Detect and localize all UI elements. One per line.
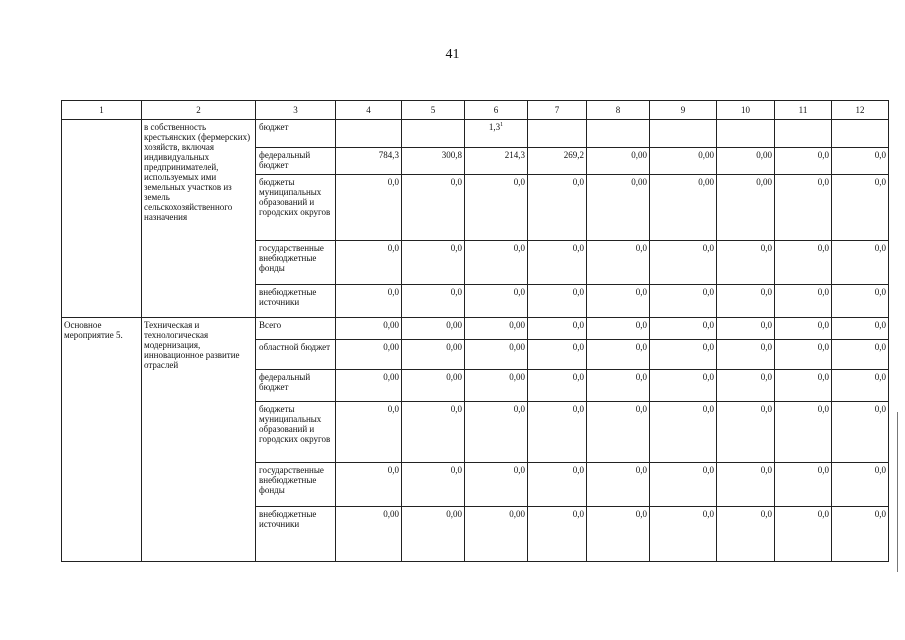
value-cell: 0,0 — [717, 370, 775, 402]
funding-source-cell: областной бюджет — [256, 340, 336, 370]
value-cell: 0,0 — [650, 241, 717, 285]
value-cell: 0,00 — [402, 318, 465, 340]
value-cell: 0,0 — [832, 340, 889, 370]
value-cell: 0,0 — [587, 463, 650, 507]
value-cell: 0,0 — [717, 285, 775, 318]
value-cell: 0,0 — [587, 285, 650, 318]
funding-table — [61, 100, 889, 562]
value-cell: 0,0 — [832, 402, 889, 463]
value-cell: 0,0 — [465, 463, 528, 507]
value-cell: 0,0 — [650, 463, 717, 507]
funding-source-cell: государственные внебюджетные фонды — [256, 241, 336, 285]
value-cell: 0,0 — [528, 175, 587, 241]
value-cell: 0,0 — [402, 241, 465, 285]
value-cell: 0,0 — [465, 175, 528, 241]
value-cell: 0,00 — [587, 148, 650, 175]
value-cell: 0,0 — [650, 507, 717, 562]
measure-cell: Основное мероприятие 5. — [62, 318, 142, 562]
scan-edge-mark — [897, 412, 898, 572]
value-cell: 0,0 — [528, 285, 587, 318]
value-cell: 0,0 — [650, 318, 717, 340]
value-cell: 0,0 — [775, 370, 832, 402]
value-cell: 0,0 — [528, 318, 587, 340]
funding-source-cell: бюджеты муниципальных образований и городских округов — [256, 175, 336, 241]
value-cell: 0,0 — [402, 285, 465, 318]
value-cell: 0,00 — [336, 318, 402, 340]
value-cell: 0,00 — [465, 370, 528, 402]
funding-source-cell: Всего — [256, 318, 336, 340]
value-cell: 0,0 — [336, 285, 402, 318]
value-cell: 0,0 — [336, 402, 402, 463]
funding-source-cell: бюджет — [256, 120, 336, 148]
value-cell: 0,0 — [528, 370, 587, 402]
value-cell: 0,0 — [650, 402, 717, 463]
header-col-7: 7 — [528, 101, 587, 120]
header-col-11: 11 — [775, 101, 832, 120]
value-cell: 0,0 — [402, 463, 465, 507]
value-cell: 0,00 — [402, 340, 465, 370]
value-cell: 0,0 — [465, 285, 528, 318]
value-cell: 0,0 — [775, 340, 832, 370]
funding-source-cell: федеральный бюджет — [256, 370, 336, 402]
description-cell: в собственность крестьянских (фермерских) хозяйств, включая индивидуальных предпринимателей, используемых ими земельных участков из земель сельскохозяйственного назначения — [142, 120, 256, 318]
funding-source-cell: федеральный бюджет — [256, 148, 336, 175]
value-cell: 0,00 — [465, 318, 528, 340]
table-row — [62, 120, 889, 148]
value-cell: 0,0 — [832, 318, 889, 340]
value-cell: 784,3 — [336, 148, 402, 175]
header-col-8: 8 — [587, 101, 650, 120]
value-cell: 0,0 — [650, 370, 717, 402]
value-cell: 0,0 — [775, 463, 832, 507]
funding-source-cell: бюджеты муниципальных образований и городских округов — [256, 402, 336, 463]
table-row — [62, 318, 889, 340]
value-cell — [650, 120, 717, 148]
value-cell: 0,0 — [775, 175, 832, 241]
value-cell: 0,0 — [336, 241, 402, 285]
value-cell: 0,0 — [402, 402, 465, 463]
value-cell: 0,0 — [650, 340, 717, 370]
value-cell: 0,0 — [832, 463, 889, 507]
funding-source-cell: государственные внебюджетные фонды — [256, 463, 336, 507]
value-cell: 0,0 — [717, 318, 775, 340]
value-cell: 0,0 — [832, 175, 889, 241]
value-cell: 0,0 — [775, 402, 832, 463]
value-cell: 0,0 — [717, 463, 775, 507]
value-cell: 0,0 — [717, 340, 775, 370]
value-cell: 0,00 — [402, 507, 465, 562]
value-cell — [528, 120, 587, 148]
value-cell: 0,0 — [587, 340, 650, 370]
value-cell: 0,00 — [336, 340, 402, 370]
value-cell — [587, 120, 650, 148]
value-cell — [832, 120, 889, 148]
value-cell: 0,0 — [465, 402, 528, 463]
value-cell: 0,0 — [528, 340, 587, 370]
header-col-6: 6 — [465, 101, 528, 120]
header-col-12: 12 — [832, 101, 889, 120]
value-cell: 0,0 — [528, 241, 587, 285]
header-col-4: 4 — [336, 101, 402, 120]
value-cell: 0,00 — [402, 370, 465, 402]
value-cell: 0,00 — [717, 175, 775, 241]
header-col-1: 1 — [62, 101, 142, 120]
value-cell: 0,0 — [832, 241, 889, 285]
header-col-9: 9 — [650, 101, 717, 120]
page-number: 41 — [445, 47, 460, 62]
value-cell: 0,0 — [587, 370, 650, 402]
header-col-3: 3 — [256, 101, 336, 120]
value-cell — [336, 120, 402, 148]
value-cell: 0,0 — [528, 402, 587, 463]
value-cell: 0,0 — [717, 241, 775, 285]
header-col-10: 10 — [717, 101, 775, 120]
value-cell: 0,0 — [336, 463, 402, 507]
value-cell — [775, 120, 832, 148]
value-cell: 0,0 — [775, 318, 832, 340]
value-cell: 214,3 — [465, 148, 528, 175]
description-cell: Техническая и технологическая модернизация, инновационное развитие отраслей — [142, 318, 256, 562]
value-cell: 0,0 — [587, 241, 650, 285]
value-cell: 0,0 — [775, 148, 832, 175]
value-cell: 0,00 — [717, 148, 775, 175]
value-cell: 0,00 — [336, 507, 402, 562]
value-cell: 0,00 — [336, 370, 402, 402]
value-cell: 0,00 — [465, 507, 528, 562]
value-cell: 0,0 — [832, 507, 889, 562]
funding-source-cell: внебюджетные источники — [256, 507, 336, 562]
value-cell: 0,0 — [465, 241, 528, 285]
funding-source-cell: внебюджетные источники — [256, 285, 336, 318]
header-row — [62, 101, 889, 120]
value-cell: 0,00 — [650, 148, 717, 175]
value-cell: 0,00 — [650, 175, 717, 241]
value-cell: 0,0 — [528, 507, 587, 562]
value-cell: 0,0 — [775, 507, 832, 562]
value-cell: 0,0 — [717, 402, 775, 463]
value-cell — [465, 120, 528, 148]
header-col-5: 5 — [402, 101, 465, 120]
footnote-marker: 1 — [500, 122, 504, 128]
value-cell: 0,00 — [465, 340, 528, 370]
value-cell: 0,0 — [336, 175, 402, 241]
value-cell: 0,00 — [587, 175, 650, 241]
value-cell: 0,0 — [650, 285, 717, 318]
value-cell: 0,0 — [775, 241, 832, 285]
value-cell: 0,0 — [587, 507, 650, 562]
value-cell: 0,0 — [832, 285, 889, 318]
value-cell — [717, 120, 775, 148]
value-cell: 0,0 — [832, 370, 889, 402]
value-cell: 0,0 — [775, 285, 832, 318]
value-text: 1,3 — [488, 122, 501, 132]
value-cell: 0,0 — [587, 402, 650, 463]
value-cell: 0,0 — [528, 463, 587, 507]
header-col-2: 2 — [142, 101, 256, 120]
value-cell: 0,0 — [587, 318, 650, 340]
value-cell: 269,2 — [528, 148, 587, 175]
value-cell — [402, 120, 465, 148]
value-cell: 300,8 — [402, 148, 465, 175]
value-cell: 0,0 — [717, 507, 775, 562]
measure-cell — [62, 120, 142, 318]
value-cell: 0,0 — [832, 148, 889, 175]
value-cell: 0,0 — [402, 175, 465, 241]
